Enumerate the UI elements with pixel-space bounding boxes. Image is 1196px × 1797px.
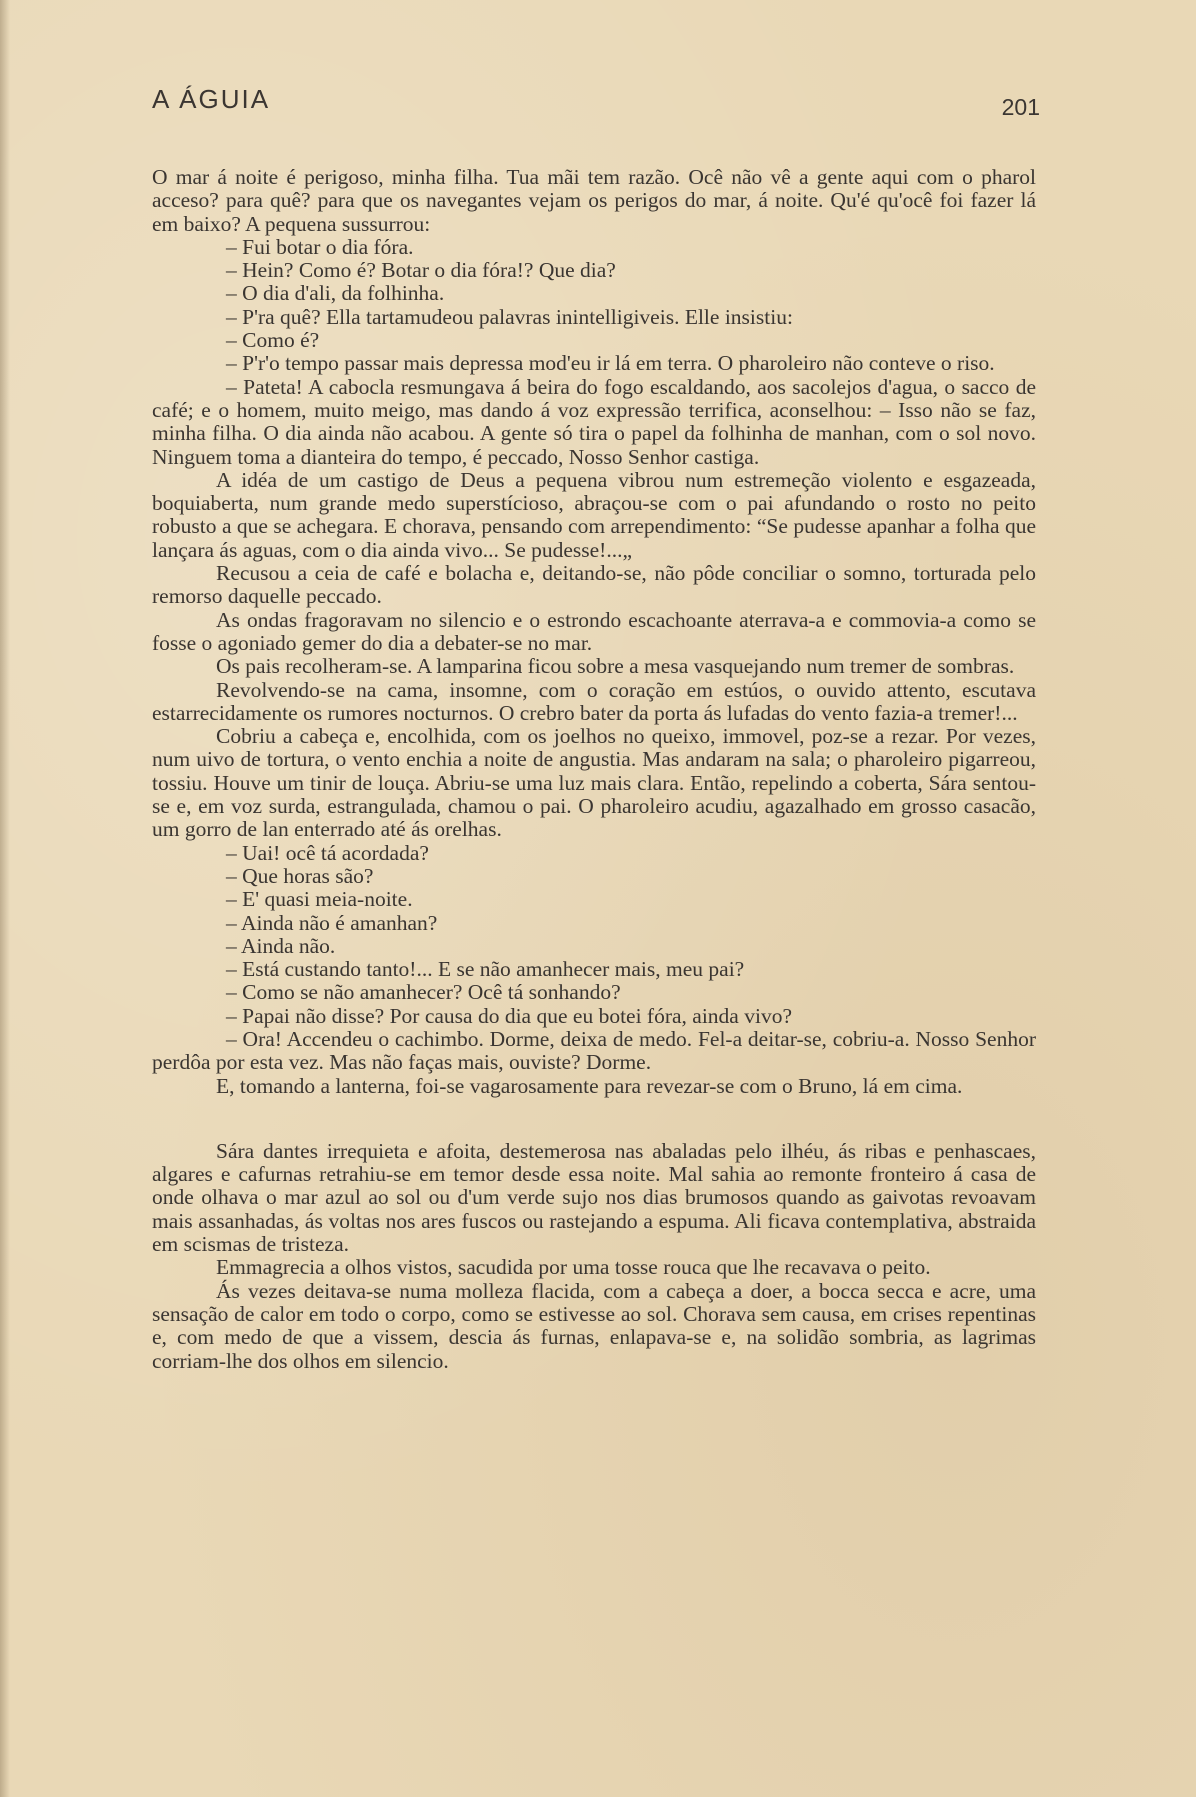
paragraph: Recusou a ceia de café e bolacha e, deitando-se, não pôde conciliar o somno, torturada pelo remorso daquelle peccado. [152, 561, 1036, 609]
paragraph: As ondas fragoravam no silencio e o estrondo escachoante aterrava-a e commovia-a como se fosse o agoniado gemer do dia a debater-se no mar. [152, 607, 1036, 655]
dialogue-line: – Está custando tanto!... E se não amanhecer mais, meu pai? [226, 957, 745, 982]
paragraph: Os pais recolheram-se. A lamparina ficou sobre a mesa vasquejando num tremer de sombras. [216, 654, 1015, 679]
paragraph: Cobriu a cabeça e, encolhida, com os joelhos no queixo, immovel, poz-se a rezar. Por vezes, num uivo de tortura, o vento enchia a noite de angustia. Mas andaram na sala; o pharoleiro pigarreou, tossiu. Houve um tinir de louça. Abriu-se uma luz mais clara. Então, repelindo a coberta, Sára sentou-se e, em voz surda, estrangulada, chamou o pai. O pharoleiro acudiu, agazalhado em grosso casacão, um gorro de lan enterrado até ás orelhas. [152, 724, 1036, 842]
dialogue-line: – Ainda não. [226, 933, 336, 958]
dialogue-line: – Ainda não é amanhan? [226, 910, 438, 935]
paragraph: Revolvendo-se na cama, insomne, com o coração em estúos, o ouvido attento, escutava estarrecidamente os rumores nocturnos. O crebro bater da porta ás lufadas do vento fazia-a tremer!... [152, 677, 1036, 725]
paragraph: Ás vezes deitava-se numa molleza flacida, com a cabeça a doer, a bocca secca e acre, uma sensação de calor em todo o corpo, como se estivesse ao sol. Chorava sem causa, em crises repentinas e, com medo de que a vissem, descia ás furnas, enlapava-se e, na solidão sombria, as lagrimas corriam-lhe dos olhos em silencio. [152, 1278, 1036, 1373]
page-number: 201 [1001, 94, 1040, 120]
dialogue-line: – P'r'o tempo passar mais depressa mod'eu ir lá em terra. O pharoleiro não conteve o riso. [226, 351, 995, 376]
dialogue-line: – E' quasi meia-noite. [226, 887, 413, 912]
paragraph: A idéa de um castigo de Deus a pequena vibrou num estremeção violento e esgazeada, boquiaberta, num grande medo superstícioso, abraçou-se com o pai afundando o rosto no peito robusto a que se achegara. E chorava, pensando com arrependimento: “Se pudesse apanhar a folha que lançara ás aguas, com o dia ainda vivo... Se pudesse!...„ [152, 467, 1036, 562]
dialogue-line: – Ora! Accendeu o cachimbo. Dorme, deixa de medo. Fel-a deitar-se, cobriu-a. Nosso Senhor perdôa por esta vez. Mas não faças mais, ouviste? Dorme. [152, 1026, 1036, 1075]
dialogue-line: – Como se não amanhecer? Ocê tá sonhando? [226, 980, 621, 1005]
body-text [152, 166, 1036, 1373]
running-title: A ÁGUIA [152, 84, 271, 114]
paragraph: O mar á noite é perigoso, minha filha. Tua mãi tem razão. Ocê não vê a gente aqui com o pharol acceso? para quê? para que os navegantes vejam os perigos do mar, á noite. Qu'é qu'ocê foi fazer lá em baixo? A pequena sussurrou: [152, 165, 1036, 236]
paragraph: Emmagrecia a olhos vistos, sacudida por uma tosse rouca que lhe recavava o peito. [216, 1255, 931, 1280]
paragraph: E, tomando a lanterna, foi-se vagarosamente para revezar-se com o Bruno, lá em cima. [216, 1073, 963, 1098]
page-header [152, 84, 1040, 120]
dialogue-line: – Papai não disse? Por causa do dia que eu botei fóra, ainda vivo? [226, 1003, 792, 1028]
paragraph: – Pateta! A cabocla resmungava á beira do fogo escaldando, aos sacolejos d'agua, o sacco de café; e o homem, muito meigo, mas dando á voz expressão terrifica, aconselhou: – Isso não se faz, minha filha. O dia ainda não acabou. A gente só tira o papel da folhinha de manhan, com o sol novo. Ninguem toma a dianteira do tempo, é peccado, Nosso Senhor castiga. [152, 374, 1036, 469]
paragraph: Sára dantes irrequieta e afoita, destemerosa nas abaladas pelo ilhéu, ás ribas e penhascaes, algares e cafurnas retrahiu-se em temor desde essa noite. Mal sahia ao remonte fronteiro á casa de onde olhava o mar azul ao sol ou d'um verde sujo nos dias brumosos quando as gaivotas revoavam mais assanhadas, ás voltas nos ares fuscos ou rastejando a espuma. Ali ficava contemplativa, abstraida em scismas de tristeza. [152, 1138, 1036, 1257]
dialogue-line: – Como é? [226, 328, 320, 353]
dialogue-line: – Hein? Como é? Botar o dia fóra!? Que dia? [226, 258, 616, 283]
dialogue-line: – Fui botar o dia fóra. [226, 234, 414, 259]
dialogue-line: – O dia d'ali, da folhinha. [226, 281, 445, 306]
dialogue-line: – Que horas são? [226, 863, 374, 888]
dialogue-line: – Uai! ocê tá acordada? [226, 840, 429, 865]
section-break [152, 1098, 1036, 1140]
dialogue-line: – P'ra quê? Ella tartamudeou palavras inintelligiveis. Elle insistiu: [226, 304, 793, 329]
page-edge-shadow [0, 0, 10, 1797]
